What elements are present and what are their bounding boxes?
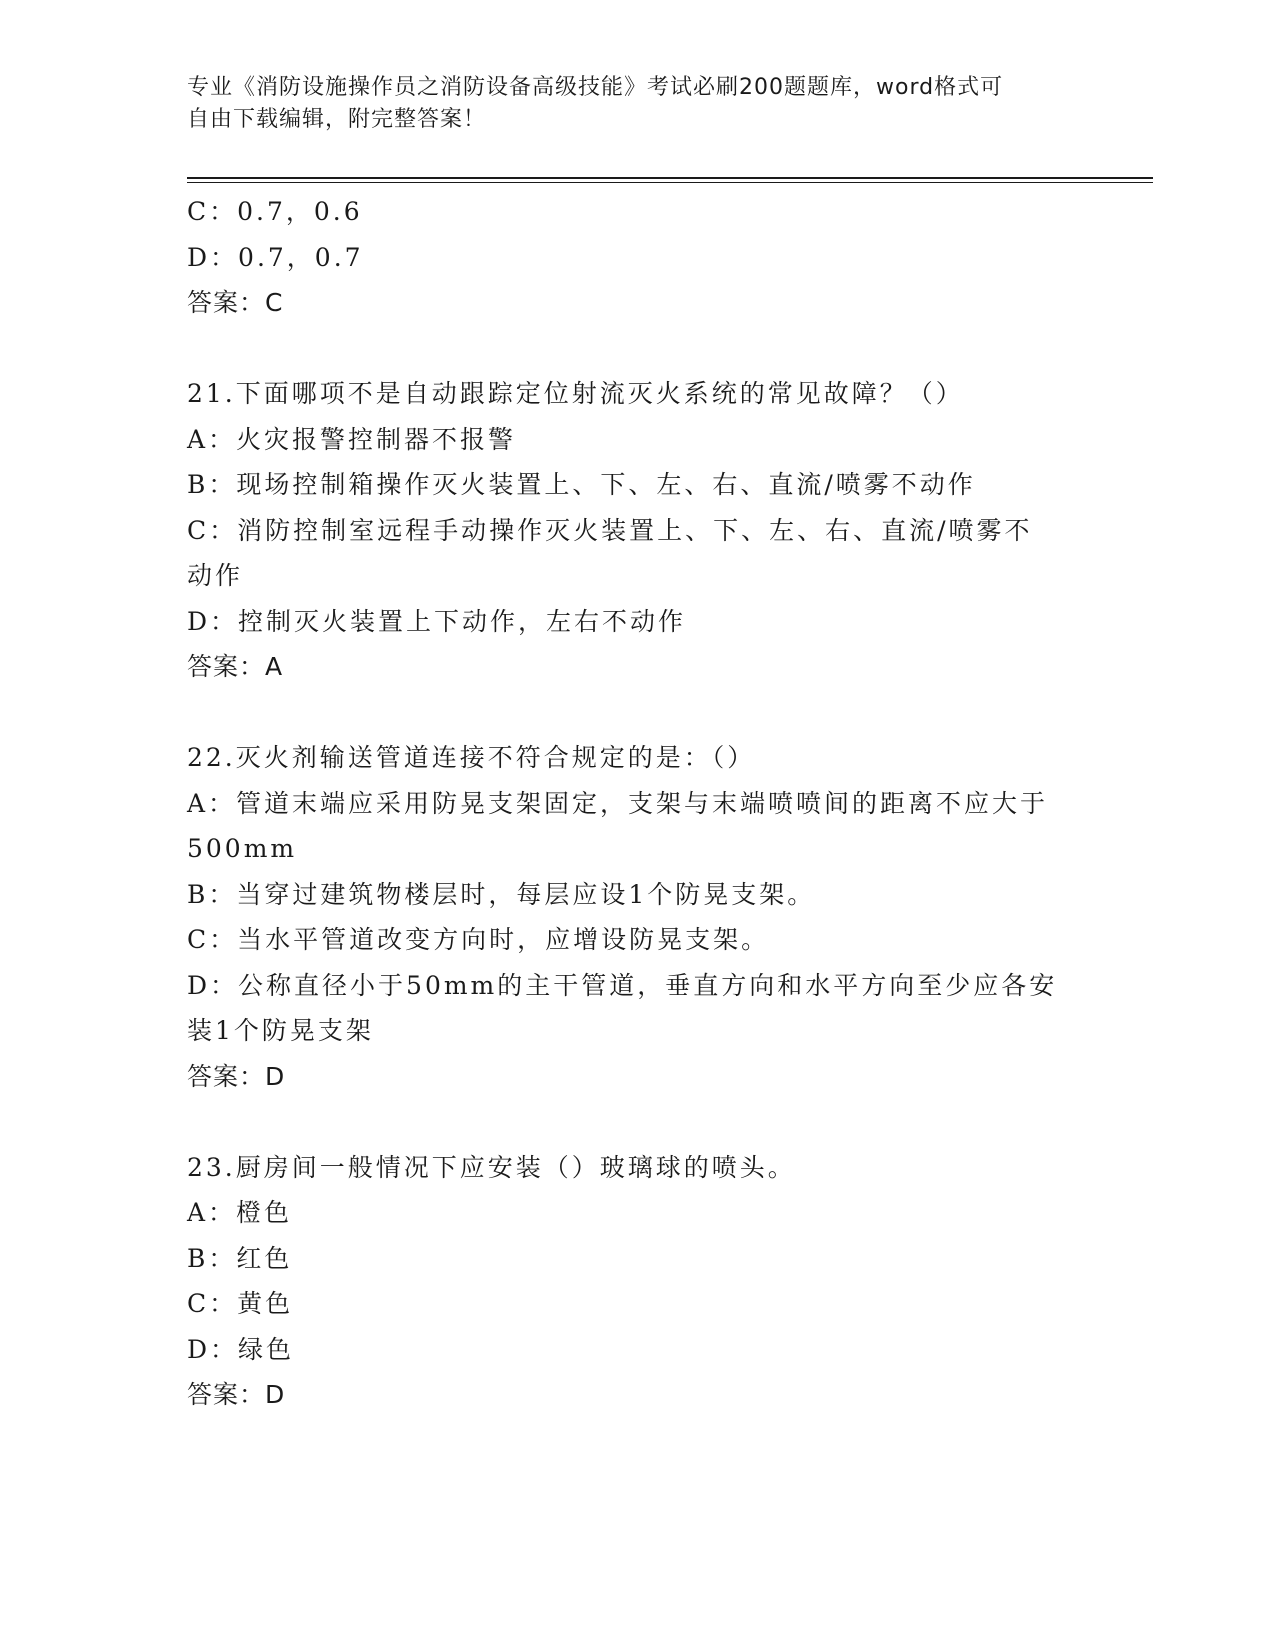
question-21 [187, 371, 1087, 690]
option-a: A：管道末端应采用防晃支架固定，支架与末端喷喷间的距离不应大于 [187, 788, 1049, 818]
option-c: C：当水平管道改变方向时，应增设防晃支架。 [187, 925, 770, 954]
header-rule-thin [187, 182, 1153, 183]
previous-question-tail [187, 189, 1087, 326]
question-23 [187, 1145, 1087, 1418]
option-b: B：当穿过建筑物楼层时，每层应设1个防晃支架。 [187, 879, 816, 909]
document-header: 专业《消防设施操作员之消防设备高级技能》考试必刷200题题库，word格式可 自由下载编辑，附完整答案！ [187, 75, 1004, 132]
option-b: B：现场控制箱操作灭火装置上、下、左、右、直流/喷雾不动作 [187, 470, 976, 499]
question-stem: 23.厨房间一般情况下应安装（）玻璃球的喷头。 [187, 1152, 796, 1182]
header-rule-thick [187, 177, 1153, 179]
option-d: D：0.7，0.7 [187, 242, 364, 272]
question-stem: 22.灭火剂输送管道连接不符合规定的是：（） [187, 743, 756, 772]
option-b: B：红色 [187, 1243, 293, 1273]
question-list [187, 189, 1087, 1418]
answer-line: 答案：A [187, 652, 284, 681]
spacer [187, 326, 1087, 372]
question-stem: 21.下面哪项不是自动跟踪定位射流灭火系统的常见故障？（） [187, 379, 964, 408]
option-d: D：公称直径小于50mm的主干管道，垂直方向和水平方向至少应各安 [187, 970, 1058, 1000]
option-d-continued: 装1个防晃支架 [187, 1016, 374, 1045]
answer-line: 答案：D [187, 1380, 286, 1409]
option-d: D：绿色 [187, 1334, 295, 1364]
option-c: C：消防控制室远程手动操作灭火装置上、下、左、右、直流/喷雾不 [187, 515, 1033, 545]
option-a: A：橙色 [187, 1198, 293, 1227]
question-22 [187, 735, 1087, 1099]
option-a-continued: 500mm [187, 834, 298, 863]
option-c-continued: 动作 [187, 561, 244, 590]
option-d: D：控制灭火装置上下动作，左右不动作 [187, 606, 687, 636]
option-c: C：0.7，0.6 [187, 197, 363, 226]
answer-line: 答案：C [187, 288, 284, 317]
spacer [187, 690, 1087, 736]
answer-line: 答案：D [187, 1061, 286, 1091]
spacer [187, 1099, 1087, 1145]
option-a: A：火灾报警控制器不报警 [187, 424, 517, 454]
option-c: C：黄色 [187, 1289, 294, 1318]
